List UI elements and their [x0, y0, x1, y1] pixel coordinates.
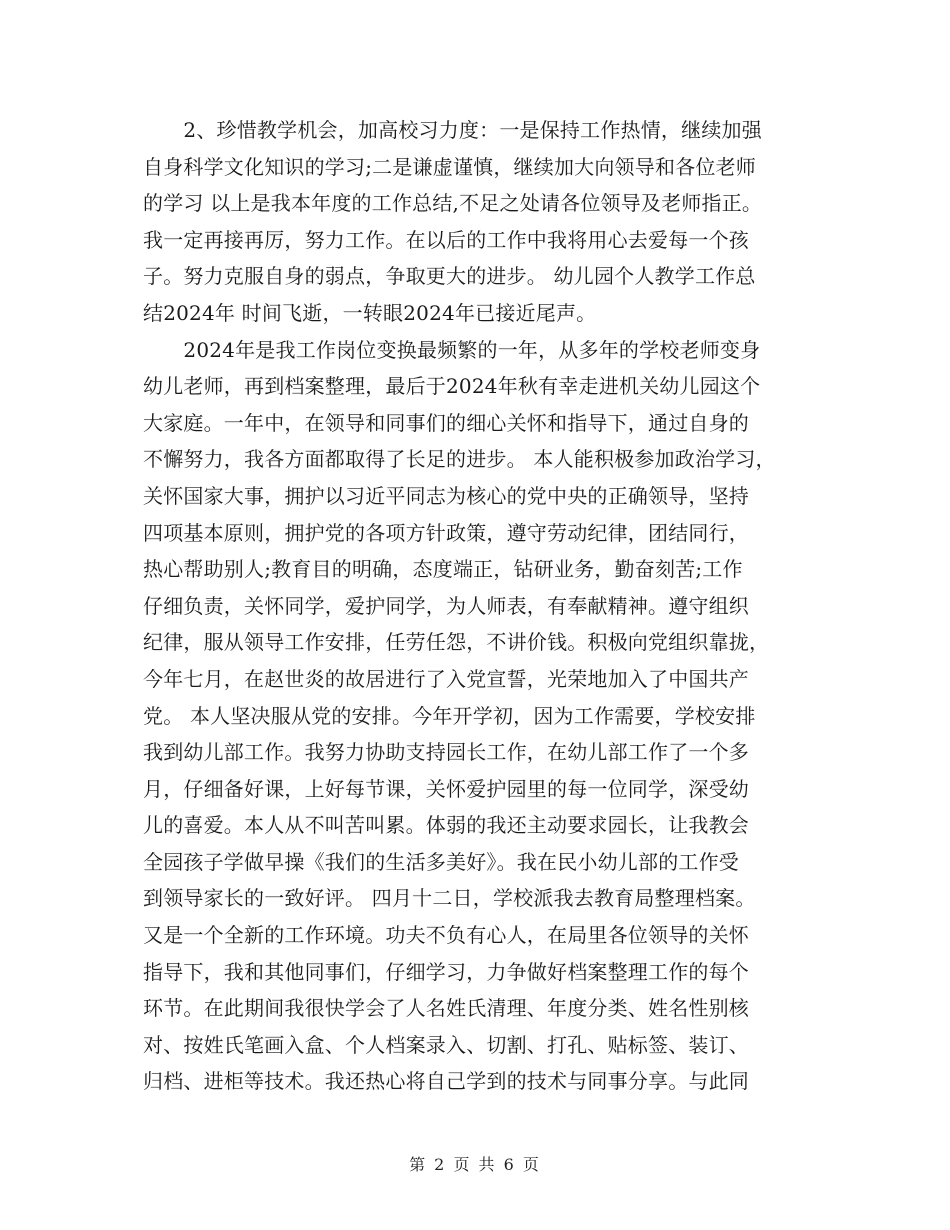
text-line: 指导下，我和其他同事们，仔细学习，力争做好档案整理工作的每个	[143, 959, 749, 984]
text-line: 党。 本人坚决服从党的安排。今年开学初，因为工作需要，学校安排	[143, 703, 756, 728]
text-line: 大家庭。一年中，在领导和同事们的细心关怀和指导下，通过自身的	[143, 410, 749, 435]
page-number-footer: 第 2 页 共 6 页	[409, 1155, 541, 1174]
text-line: 幼儿老师，再到档案整理，最后于2024年秋有幸走进机关幼儿园这个	[143, 374, 761, 399]
body-text	[143, 112, 823, 1100]
text-line: 子。努力克服自身的弱点，争取更大的进步。 幼儿园个人教学工作总	[143, 264, 756, 289]
text-line: 自身科学文化知识的学习;二是谦虚谨慎，继续加大向领导和各位老师	[143, 154, 756, 179]
text-line: 热心帮助别人;教育目的明确，态度端正，钻研业务，勤奋刻苦;工作	[143, 557, 743, 582]
text-line: 环节。在此期间我很快学会了人名姓氏清理、年度分类、姓名性别核	[143, 996, 749, 1021]
text-line: 纪律，服从领导工作安排，任劳任怨，不讲价钱。积极向党组织靠拢，	[143, 630, 770, 655]
text-line: 对、按姓氏笔画入盒、个人档案录入、切割、打孔、贴标签、装订、	[143, 1032, 749, 1057]
text-line: 仔细负责，关怀同学，爱护同学，为人师表，有奉献精神。遵守组织	[143, 593, 749, 618]
text-line: 全园孩子学做早操《我们的生活多美好》。我在民小幼儿部的工作受	[143, 849, 739, 874]
text-line: 四项基本原则，拥护党的各项方针政策，遵守劳动纪律，团结同行，	[143, 520, 749, 545]
text-line: 2、珍惜教学机会，加高校习力度：一是保持工作热情，继续加强	[143, 118, 762, 142]
text-line: 结2024年 时间飞逝，一转眼2024年已接近尾声。	[143, 300, 597, 325]
text-line: 不懈努力，我各方面都取得了长足的进步。 本人能积极参加政治学习，	[143, 447, 776, 472]
text-line: 今年七月，在赵世炎的故居进行了入党宣誓，光荣地加入了中国共产	[143, 666, 749, 691]
text-line: 到领导家长的一致好评。 四月十二日，学校派我去教育局整理档案。	[143, 886, 756, 911]
text-line: 的学习 以上是我本年度的工作总结,不足之处请各位领导及老师指正。	[143, 191, 763, 216]
text-line: 我到幼儿部工作。我努力协助支持园长工作，在幼儿部工作了一个多	[143, 740, 749, 765]
text-line: 归档、进柜等技术。我还热心将自己学到的技术与同事分享。与此同	[143, 1069, 749, 1094]
text-line: 月，仔细备好课，上好每节课，关怀爱护园里的每一位同学，深受幼	[143, 776, 749, 801]
text-line: 2024年是我工作岗位变换最频繁的一年，从多年的学校老师变身	[143, 337, 761, 362]
text-line: 儿的喜爱。本人从不叫苦叫累。体弱的我还主动要求园长，让我教会	[143, 813, 749, 838]
text-line: 我一定再接再厉，努力工作。在以后的工作中我将用心去爱每一个孩	[143, 227, 749, 252]
text-line: 关怀国家大事，拥护以习近平同志为核心的党中央的正确领导，坚持	[143, 483, 749, 508]
text-line: 又是一个全新的工作环境。功夫不负有心人，在局里各位领导的关怀	[143, 923, 749, 948]
